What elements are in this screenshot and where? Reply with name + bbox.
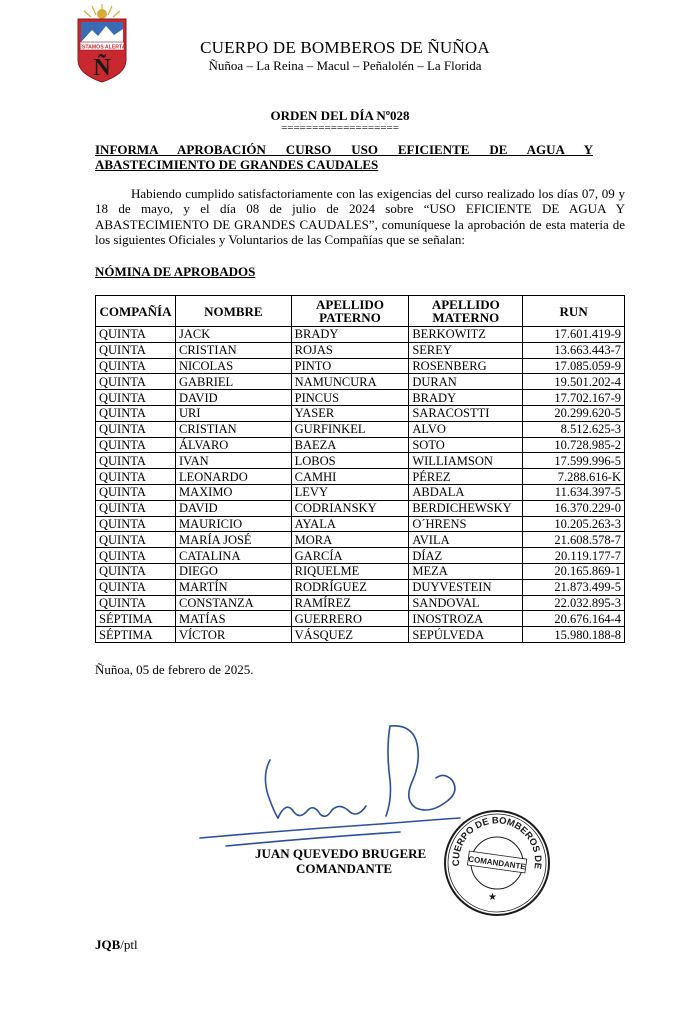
cell-company: QUINTA bbox=[96, 469, 176, 485]
cell-run: 17.599.996-5 bbox=[523, 453, 625, 469]
cell-run: 15.980.188-8 bbox=[523, 627, 625, 643]
cell-company: QUINTA bbox=[96, 548, 176, 564]
cell-name: CRISTIAN bbox=[175, 342, 291, 358]
cell-paternal-surname: ROJAS bbox=[291, 342, 409, 358]
cell-maternal-surname: MEZA bbox=[409, 563, 523, 579]
table-row bbox=[96, 516, 625, 532]
order-title-rule: =================== bbox=[281, 122, 399, 134]
cell-name: DIEGO bbox=[175, 563, 291, 579]
cell-company: QUINTA bbox=[96, 405, 176, 421]
cell-paternal-surname: NAMUNCURA bbox=[291, 374, 409, 390]
cell-company: SÉPTIMA bbox=[96, 611, 176, 627]
cell-name: IVAN bbox=[175, 453, 291, 469]
cell-company: QUINTA bbox=[96, 390, 176, 406]
table-row bbox=[96, 342, 625, 358]
cell-maternal-surname: DUYVESTEIN bbox=[409, 579, 523, 595]
cell-name: DAVID bbox=[175, 500, 291, 516]
cell-name: URI bbox=[175, 405, 291, 421]
table-row bbox=[96, 563, 625, 579]
date-line: Ñuñoa, 05 de febrero de 2025. bbox=[95, 662, 254, 677]
cell-run: 20.299.620-5 bbox=[523, 405, 625, 421]
table-row bbox=[96, 327, 625, 343]
cell-maternal-surname: INOSTROZA bbox=[409, 611, 523, 627]
order-title: ORDEN DEL DÍA Nº028 bbox=[270, 108, 410, 123]
cell-paternal-surname: RIQUELME bbox=[291, 563, 409, 579]
table-row bbox=[96, 469, 625, 485]
cell-maternal-surname: BRADY bbox=[409, 390, 523, 406]
cell-paternal-surname: PINTO bbox=[291, 358, 409, 374]
subject-line-2: ABASTECIMIENTO DE GRANDES CAUDALES bbox=[95, 157, 379, 172]
stamp-center-text: COMANDANTE bbox=[467, 854, 527, 872]
cell-maternal-surname: WILLIAMSON bbox=[409, 453, 523, 469]
initials-bold: JQB bbox=[95, 937, 121, 952]
cell-name: MARTÍN bbox=[175, 579, 291, 595]
table-row bbox=[96, 421, 625, 437]
cell-maternal-surname: DÍAZ bbox=[409, 548, 523, 564]
cell-company: QUINTA bbox=[96, 327, 176, 343]
cell-paternal-surname: YASER bbox=[291, 405, 409, 421]
cell-company: QUINTA bbox=[96, 484, 176, 500]
body-paragraph: Habiendo cumplido satisfactoriamente con las exigencias del curso realizado los días 07, 09 y 18 de mayo, y el día 08 de julio de 2024 sobre “USO EFICIENTE DE AGUA Y ABASTECIMIENTO DE GRANDES CAUDALES”, comuníquese la aprobación de esta materia de los siguientes Oficiales y Voluntarios de las Compañías que se señalan: bbox=[95, 186, 625, 247]
cell-company: QUINTA bbox=[96, 358, 176, 374]
cell-run: 21.608.578-7 bbox=[523, 532, 625, 548]
organization-subtitle: Ñuñoa – La Reina – Macul – Peñalolén – La Florida bbox=[208, 58, 482, 73]
approved-roster-table bbox=[95, 295, 625, 643]
cell-run: 7.288.616-K bbox=[523, 469, 625, 485]
cell-maternal-surname: SARACOSTTI bbox=[409, 405, 523, 421]
cell-run: 20.119.177-7 bbox=[523, 548, 625, 564]
cell-paternal-surname: MORA bbox=[291, 532, 409, 548]
cell-name: GABRIEL bbox=[175, 374, 291, 390]
cell-paternal-surname: GARCÍA bbox=[291, 548, 409, 564]
cell-name: JACK bbox=[175, 327, 291, 343]
cell-run: 22.032.895-3 bbox=[523, 595, 625, 611]
cell-name: CRISTIAN bbox=[175, 421, 291, 437]
cell-maternal-surname: BERDICHEWSKY bbox=[409, 500, 523, 516]
cell-maternal-surname: ALVO bbox=[409, 421, 523, 437]
cell-company: QUINTA bbox=[96, 532, 176, 548]
cell-paternal-surname: LEVY bbox=[291, 484, 409, 500]
cell-name: MAURICIO bbox=[175, 516, 291, 532]
table-header-row bbox=[96, 296, 625, 327]
cell-company: QUINTA bbox=[96, 342, 176, 358]
cell-maternal-surname: ABDALA bbox=[409, 484, 523, 500]
cell-name: LEONARDO bbox=[175, 469, 291, 485]
cell-company: QUINTA bbox=[96, 579, 176, 595]
cell-run: 10.205.263-3 bbox=[523, 516, 625, 532]
cell-maternal-surname: DURAN bbox=[409, 374, 523, 390]
cell-maternal-surname: ROSENBERG bbox=[409, 358, 523, 374]
initials-suffix: /ptl bbox=[120, 937, 138, 952]
cell-company: QUINTA bbox=[96, 437, 176, 453]
official-stamp bbox=[442, 808, 552, 918]
cell-paternal-surname: GUERRERO bbox=[291, 611, 409, 627]
table-row bbox=[96, 390, 625, 406]
cell-paternal-surname: VÁSQUEZ bbox=[291, 627, 409, 643]
cell-run: 13.663.443-7 bbox=[523, 342, 625, 358]
cell-name: CATALINA bbox=[175, 548, 291, 564]
table-row bbox=[96, 437, 625, 453]
cell-run: 20.676.164-4 bbox=[523, 611, 625, 627]
cell-paternal-surname: BRADY bbox=[291, 327, 409, 343]
cell-name: CONSTANZA bbox=[175, 595, 291, 611]
cell-paternal-surname: LOBOS bbox=[291, 453, 409, 469]
cell-run: 16.370.229-0 bbox=[523, 500, 625, 516]
cell-name: MAXIMO bbox=[175, 484, 291, 500]
cell-run: 20.165.869-1 bbox=[523, 563, 625, 579]
cell-maternal-surname: SOTO bbox=[409, 437, 523, 453]
cell-company: QUINTA bbox=[96, 500, 176, 516]
cell-run: 10.728.985-2 bbox=[523, 437, 625, 453]
cell-company: QUINTA bbox=[96, 563, 176, 579]
cell-run: 17.702.167-9 bbox=[523, 390, 625, 406]
roster-heading: NÓMINA DE APROBADOS bbox=[95, 264, 256, 279]
cell-maternal-surname: SEPÚLVEDA bbox=[409, 627, 523, 643]
table-row bbox=[96, 548, 625, 564]
column-header-maternal-surname: APELLIDO MATERNO bbox=[409, 296, 523, 327]
cell-company: QUINTA bbox=[96, 453, 176, 469]
table-row bbox=[96, 405, 625, 421]
subject-heading bbox=[95, 142, 593, 172]
column-header-paternal-surname: APELLIDO PATERNO bbox=[291, 296, 409, 327]
cell-name: MATÍAS bbox=[175, 611, 291, 627]
table-row bbox=[96, 374, 625, 390]
cell-paternal-surname: CAMHI bbox=[291, 469, 409, 485]
column-header-name: NOMBRE bbox=[175, 296, 291, 327]
cell-paternal-surname: RODRÍGUEZ bbox=[291, 579, 409, 595]
cell-paternal-surname: AYALA bbox=[291, 516, 409, 532]
signer-title: COMANDANTE bbox=[296, 861, 393, 876]
cell-paternal-surname: CODRIANSKY bbox=[291, 500, 409, 516]
cell-company: QUINTA bbox=[96, 421, 176, 437]
roster-body bbox=[96, 327, 625, 643]
cell-maternal-surname: O´HRENS bbox=[409, 516, 523, 532]
cell-paternal-surname: PINCUS bbox=[291, 390, 409, 406]
cell-company: SÉPTIMA bbox=[96, 627, 176, 643]
cell-maternal-surname: SANDOVAL bbox=[409, 595, 523, 611]
subject-line-1: INFORMA APROBACIÓN CURSO USO EFICIENTE DE AGUA Y bbox=[95, 142, 593, 157]
cell-maternal-surname: PÉREZ bbox=[409, 469, 523, 485]
signer-name: JUAN QUEVEDO BRUGERE bbox=[255, 846, 427, 861]
table-row bbox=[96, 484, 625, 500]
table-row bbox=[96, 532, 625, 548]
cell-maternal-surname: SEREY bbox=[409, 342, 523, 358]
cell-company: QUINTA bbox=[96, 374, 176, 390]
table-row bbox=[96, 453, 625, 469]
fire-department-emblem bbox=[74, 2, 130, 84]
emblem-banner-text: ESTAMOS ALERTA bbox=[78, 44, 126, 51]
table-row bbox=[96, 627, 625, 643]
table-row bbox=[96, 500, 625, 516]
svg-text:★: ★ bbox=[488, 892, 497, 903]
cell-run: 11.634.397-5 bbox=[523, 484, 625, 500]
column-header-run: RUN bbox=[523, 296, 625, 327]
cell-name: DAVID bbox=[175, 390, 291, 406]
cell-paternal-surname: BAEZA bbox=[291, 437, 409, 453]
cell-run: 21.873.499-5 bbox=[523, 579, 625, 595]
cell-name: MARÍA JOSÉ bbox=[175, 532, 291, 548]
cell-run: 17.601.419-9 bbox=[523, 327, 625, 343]
table-row bbox=[96, 611, 625, 627]
cell-name: VÍCTOR bbox=[175, 627, 291, 643]
table-row bbox=[96, 579, 625, 595]
cell-name: NICOLAS bbox=[175, 358, 291, 374]
organization-title: CUERPO DE BOMBEROS DE ÑUÑOA bbox=[200, 38, 490, 57]
table-row bbox=[96, 595, 625, 611]
cell-paternal-surname: GURFINKEL bbox=[291, 421, 409, 437]
cell-paternal-surname: RAMÍREZ bbox=[291, 595, 409, 611]
cell-run: 19.501.202-4 bbox=[523, 374, 625, 390]
author-initials bbox=[95, 937, 138, 953]
cell-company: QUINTA bbox=[96, 516, 176, 532]
cell-company: QUINTA bbox=[96, 595, 176, 611]
cell-maternal-surname: AVILA bbox=[409, 532, 523, 548]
cell-name: ÁLVARO bbox=[175, 437, 291, 453]
cell-run: 17.085.059-9 bbox=[523, 358, 625, 374]
emblem-letter: Ñ bbox=[93, 55, 111, 81]
stamp-ring-text: CUERPO DE BOMBEROS DE bbox=[450, 815, 544, 870]
cell-maternal-surname: BERKOWITZ bbox=[409, 327, 523, 343]
column-header-company: COMPAÑÍA bbox=[96, 296, 176, 327]
table-row bbox=[96, 358, 625, 374]
cell-run: 8.512.625-3 bbox=[523, 421, 625, 437]
